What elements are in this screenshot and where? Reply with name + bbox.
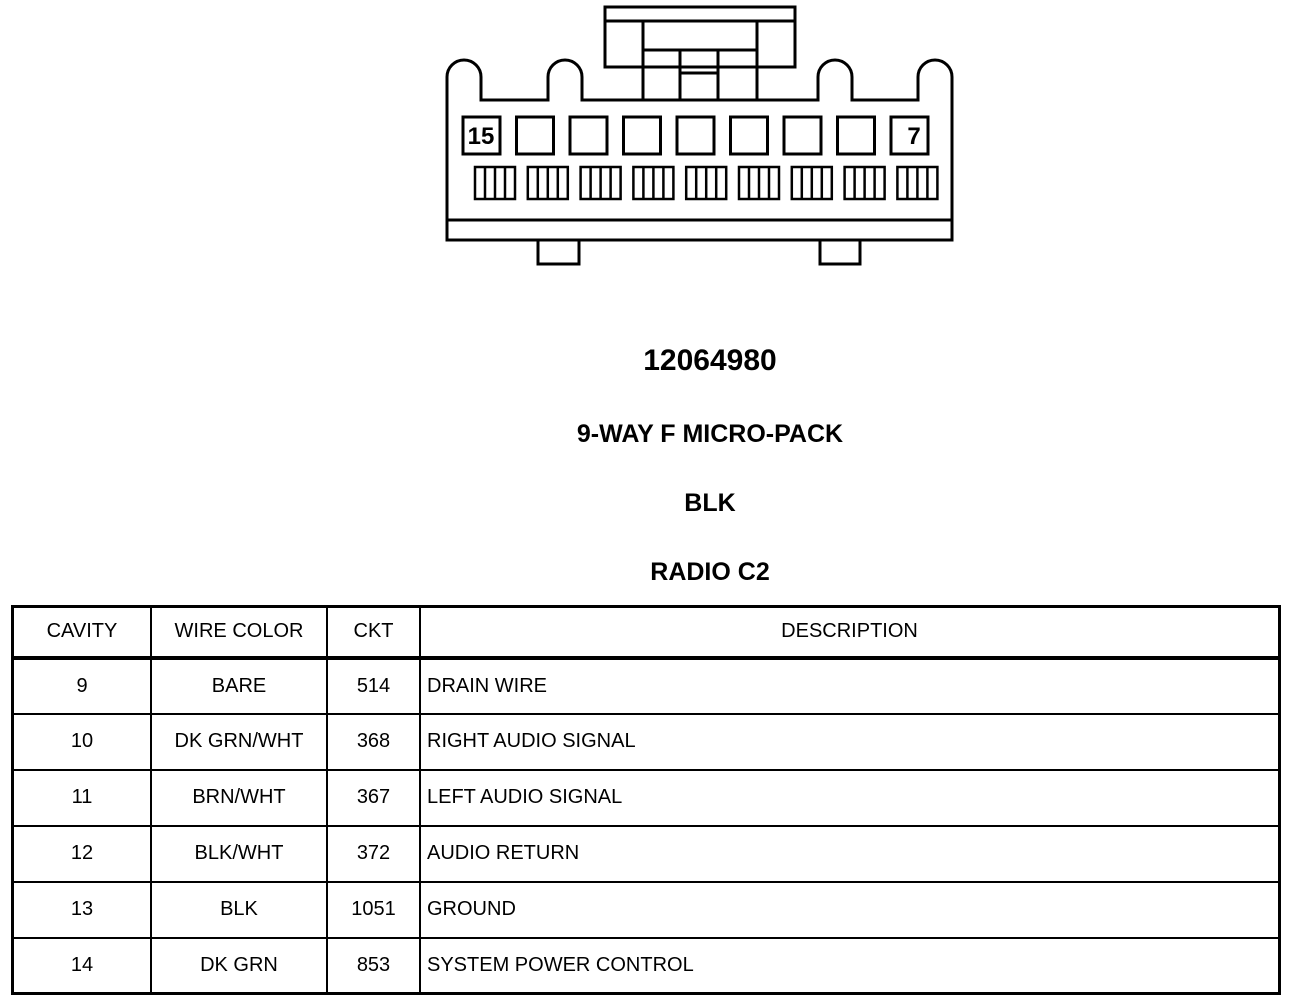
connector-bottom-tab [538, 240, 579, 264]
cavity-slot [624, 117, 661, 154]
cavity-slot [677, 117, 714, 154]
terminal-slot [581, 167, 621, 199]
cell-cavity: 9 [13, 658, 152, 714]
table-row [13, 714, 1280, 770]
cell-ckt: 368 [327, 714, 420, 770]
terminal-slot [792, 167, 832, 199]
cell-cavity: 10 [13, 714, 152, 770]
terminal-slot [475, 167, 515, 199]
cavity-slot [838, 117, 875, 154]
connector-color: BLK [684, 489, 736, 517]
cell-cavity: 11 [13, 770, 152, 826]
connector-name: RADIO C2 [650, 558, 770, 586]
table-header-row [13, 607, 1280, 658]
cavity-slot [731, 117, 768, 154]
cell-description: SYSTEM POWER CONTROL [420, 938, 1280, 994]
header-wire-color: WIRE COLOR [151, 607, 327, 658]
cell-wire-color: BARE [151, 658, 327, 714]
cell-ckt: 1051 [327, 882, 420, 938]
connector-bottom-tab [820, 240, 860, 264]
cell-ckt: 514 [327, 658, 420, 714]
pin-label-7: 7 [907, 123, 921, 150]
table-row [13, 770, 1280, 826]
cell-description: GROUND [420, 882, 1280, 938]
pinout-table [11, 605, 1281, 995]
cell-description: AUDIO RETURN [420, 826, 1280, 882]
table-row [13, 882, 1280, 938]
header-ckt: CKT [327, 607, 420, 658]
cell-cavity: 13 [13, 882, 152, 938]
table-row [13, 938, 1280, 994]
table-row [13, 826, 1280, 882]
pin-label-15: 15 [467, 123, 495, 150]
terminal-slot [633, 167, 673, 199]
header-description: DESCRIPTION [420, 607, 1280, 658]
connector-type: 9-WAY F MICRO-PACK [576, 420, 844, 448]
cell-wire-color: BLK/WHT [151, 826, 327, 882]
cell-cavity: 14 [13, 938, 152, 994]
cell-description: LEFT AUDIO SIGNAL [420, 770, 1280, 826]
cell-description: DRAIN WIRE [420, 658, 1280, 714]
cell-wire-color: BLK [151, 882, 327, 938]
cavity-slot [517, 117, 554, 154]
cell-cavity: 12 [13, 826, 152, 882]
cell-ckt: 853 [327, 938, 420, 994]
terminal-slot [528, 167, 568, 199]
cavity-slot [784, 117, 821, 154]
connector-face-diagram [0, 0, 1296, 300]
terminal-slot [897, 167, 937, 199]
header-cavity: CAVITY [13, 607, 152, 658]
terminal-slot [686, 167, 726, 199]
cell-ckt: 367 [327, 770, 420, 826]
terminal-slot [739, 167, 779, 199]
part-number: 12064980 [643, 344, 777, 377]
connector-latch [605, 7, 795, 100]
terminal-slot [845, 167, 885, 199]
cavity-slot [570, 117, 607, 154]
cell-ckt: 372 [327, 826, 420, 882]
connector-body [447, 60, 952, 240]
table-row [13, 658, 1280, 714]
cell-wire-color: DK GRN/WHT [151, 714, 327, 770]
cell-wire-color: DK GRN [151, 938, 327, 994]
cell-wire-color: BRN/WHT [151, 770, 327, 826]
cell-description: RIGHT AUDIO SIGNAL [420, 714, 1280, 770]
